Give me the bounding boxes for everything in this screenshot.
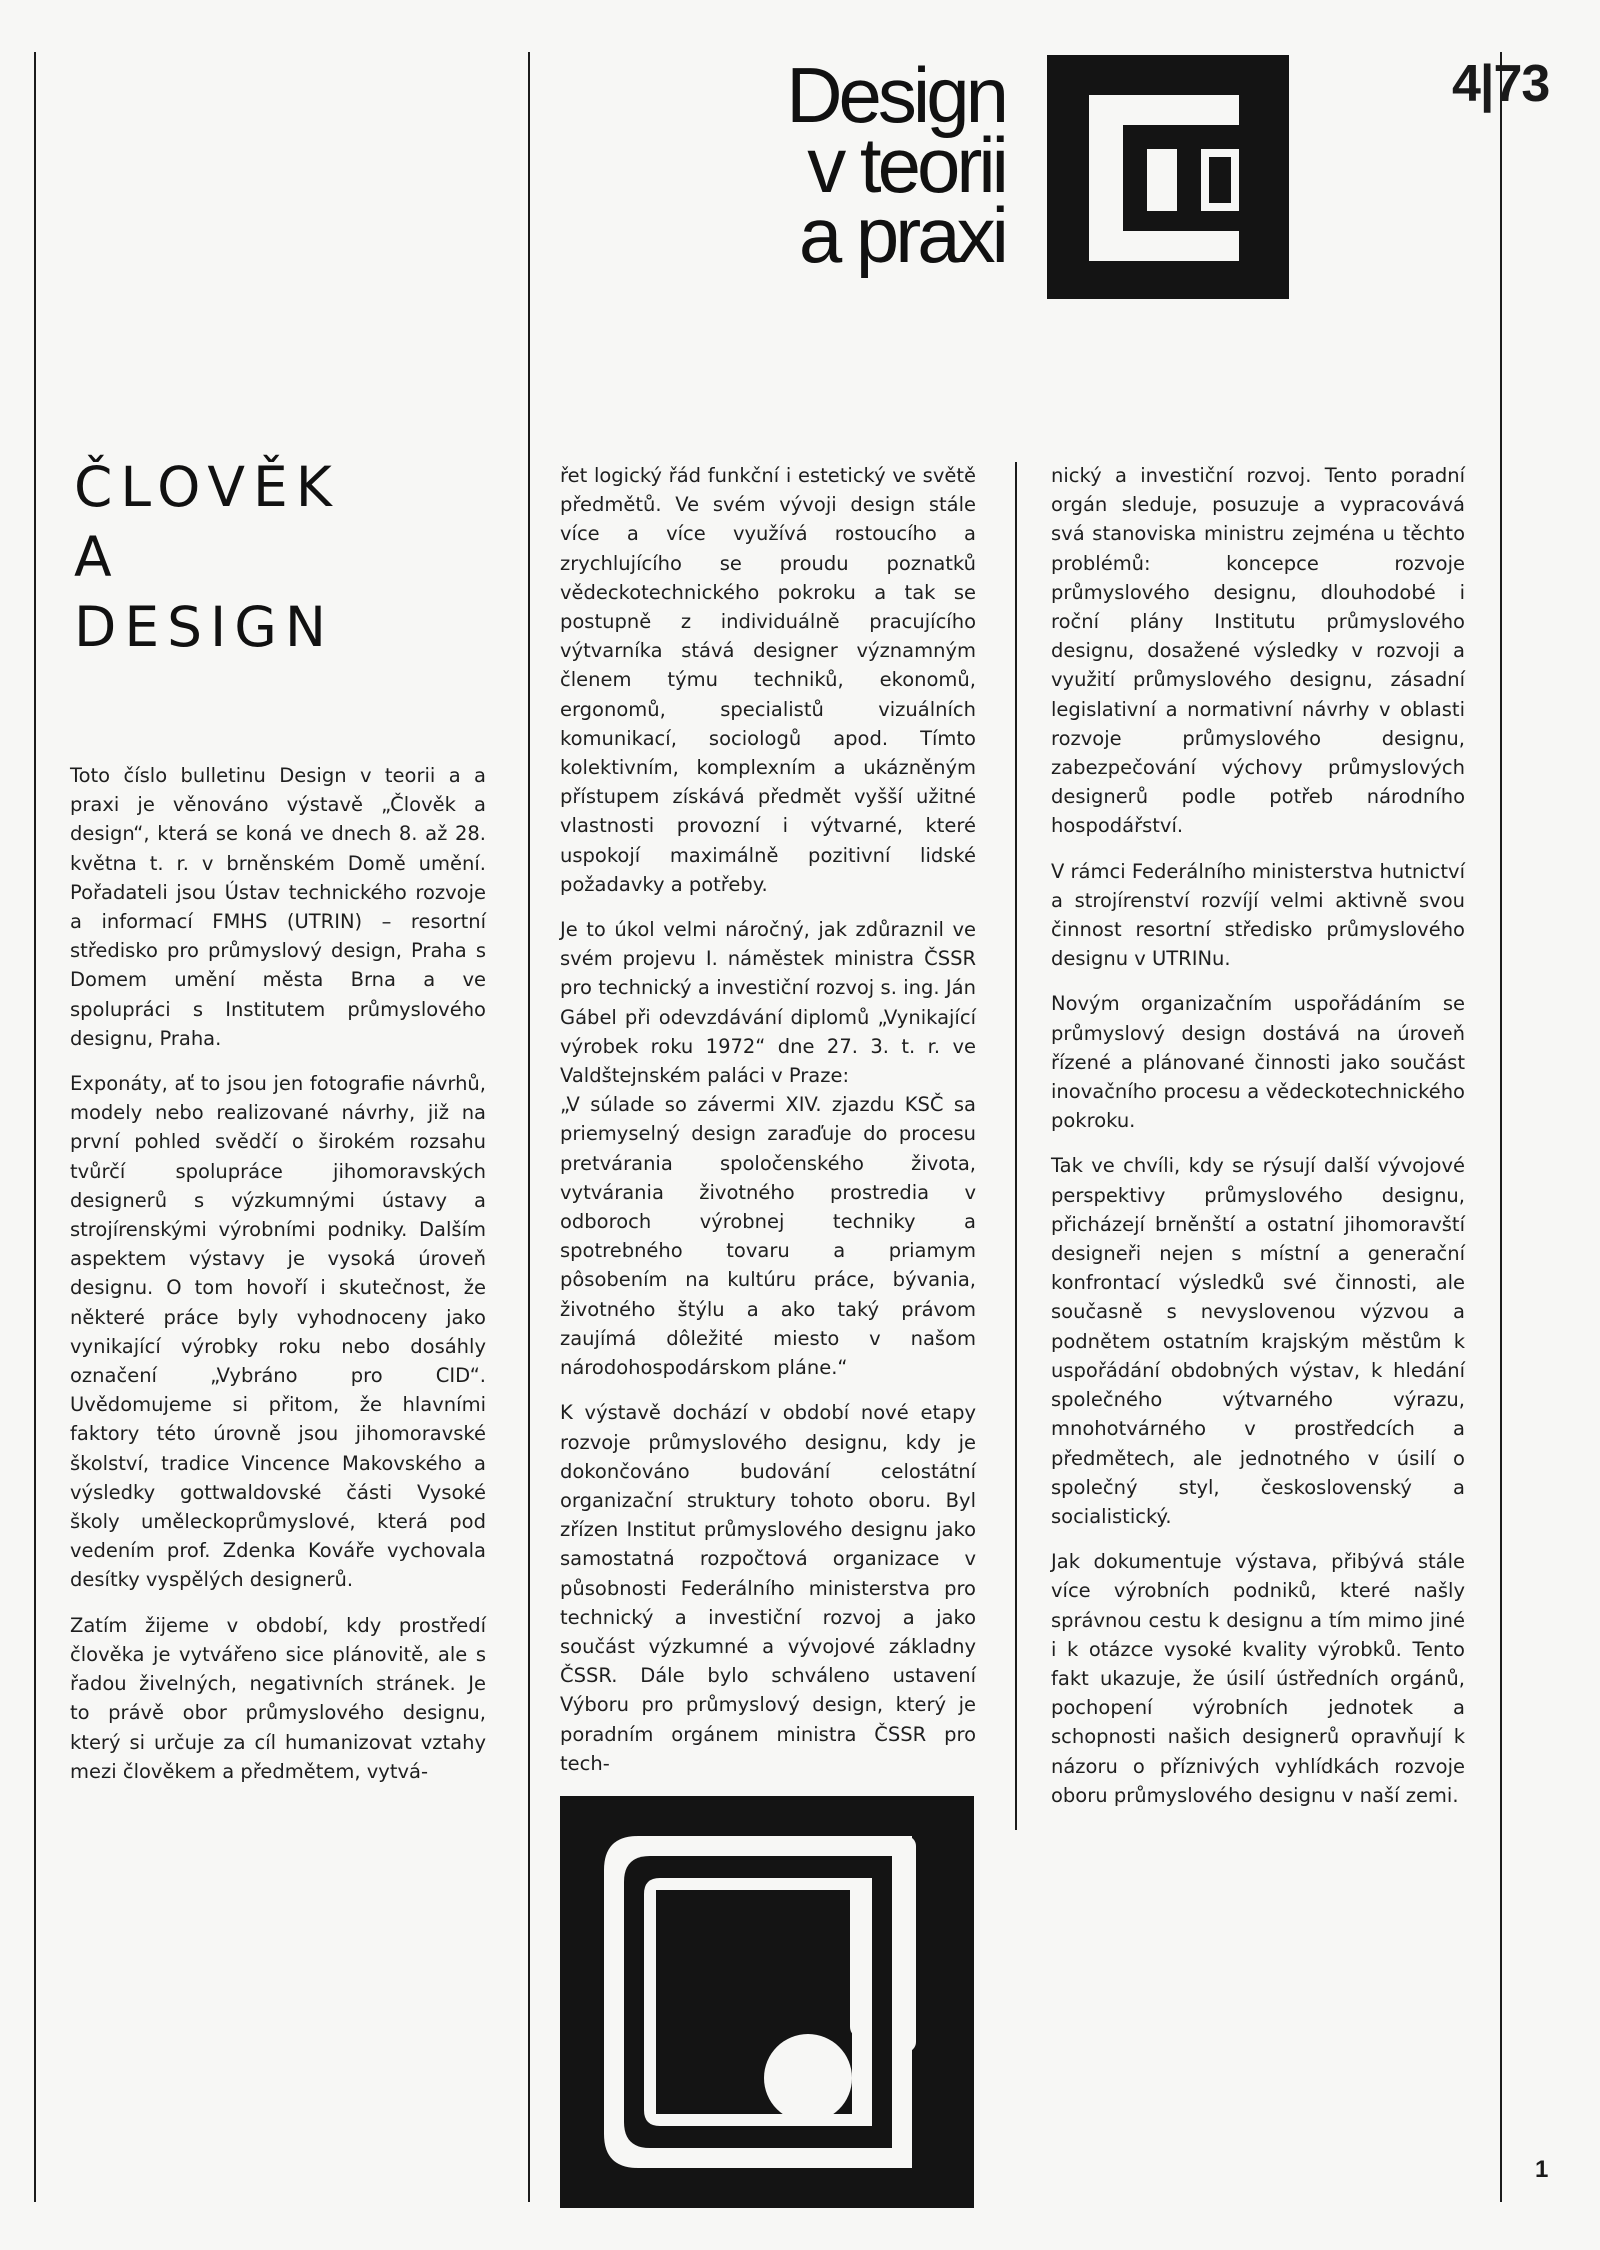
headline-line-2: A (74, 525, 120, 589)
cid-logo-top (1047, 55, 1289, 299)
article-headline (74, 452, 340, 662)
col1-paragraph-2: Exponáty, ať to jsou jen fotografie návrhů, modely nebo realizované návrhy, již na první pohled svědčí o širokém rozsahu tvůrčí spolupráce jihomoravských designerů s výzkumnými ústavy a strojírenskými výrobními podniky. Dalším aspektem výstavy je vysoká úroveň designu. O tom hovoří i skutečnost, že některé práce byly vyhodnoceny jako vynikající výrobky roku nebo dosáhly označení „Vybráno pro CID“. Uvědomujeme si přitom, že hlavními faktory této úrovně jsou jihomoravské školství, tradice Vincence Makovského a výsledky gottwaldovské části Vysoké školy uměleckoprůmyslové, která pod vedením prof. Zdenka Kováře vychovala desítky vyspělých designerů. (70, 1072, 486, 1592)
col3-paragraph-5: Jak dokumentuje výstava, přibývá stále více výrobních podniků, které našly správnou cestu k designu a tím mimo jiné i k otázce vysoké kvality výrobků. Tento fakt ukazuje, že úsilí ústředních orgánů, pochopení výrobních jednotek a schopnosti našich designerů opravňují k názoru o příznivých vyhlídkách rozvoje oboru průmyslového designu v naší zemi. (1051, 1550, 1465, 1807)
col3-paragraph-4: Tak ve chvíli, kdy se rýsují další vývojové perspektivy průmyslového designu, přicházejí brněnští a ostatní jihomoravští designeři nejen s místní a generační konfrontací výsledků své činnosti, ale současně s nevyslovenou výzvou a podnětem ostatním krajským městům k uspořádání obdobných výstav, k hledání společného výtvarného výrazu, mnohotvárného v prostředcích a předmětech, ale jednotného v úsilí o společný styl, československý a socialistický. (1051, 1154, 1465, 1528)
col3-paragraph-3: Novým organizačním uspořádáním se průmyslový design dostává na úroveň řízené a plánované činnosti jako součást inovačního procesu a vědeckotechnického pokroku. (1051, 992, 1465, 1133)
masthead-line-1: Design (786, 51, 1005, 139)
masthead-line-2: v teorii (807, 121, 1005, 209)
issue-number: 4|73 (1452, 55, 1550, 113)
page-number: 1 (1535, 2156, 1549, 2183)
column-divider-2 (1015, 462, 1017, 1830)
article-column-3 (1051, 461, 1465, 1826)
col3-paragraph-1: nický a investiční rozvoj. Tento poradní orgán sleduje, posuzuje a vypracovává svá stanoviska ministru zejména u těchto problémů: koncepce rozvoje průmyslového designu, dlouhodobé i roční plány Institutu průmyslového designu, dosažené výsledky v rozvoji a využití průmyslového designu, zásadní legislativní a normativní návrhy v oblasti rozvoje průmyslového designu, zabezpečování výchovy průmyslových designerů podle potřeb národního hospodářství. (1051, 464, 1465, 838)
article-column-2 (560, 461, 976, 1794)
col2-paragraph-1: řet logický řád funkční i estetický ve světě předmětů. Ve svém vývoji design stále více a více využívá rostoucího a zrychlujícího se proudu poznatků vědeckotechnického pokroku a tak se postupně z individuálně pracujícího výtvarníka stává designer významným členem týmu techniků, ekonomů, ergonomů, specialistů vizuálních komunikací, sociologů apod. Tímto kolektivním, komplexním a ukázněným přístupem získává předmět vyšší užitné vlastnosti provozní i výtvarné, které uspokojí maximálně pozitivní lidské požadavky a potřeby. (560, 464, 976, 896)
masthead-line-3: a praxi (798, 191, 1005, 279)
right-margin-rule (1500, 52, 1502, 2202)
left-margin-rule (34, 52, 36, 2202)
col1-paragraph-3: Zatím žijeme v období, kdy prostředí člověka je vytvářeno sice plánovitě, ale s řadou živelných, negativních stránek. Je to právě obor průmyslového designu, který si určuje za cíl humanizovat vztahy mezi člověkem a předmětem, vytvá- (70, 1613, 486, 1783)
article-column-1 (70, 761, 486, 1802)
headline-line-1: ČLOVĚK (74, 455, 340, 519)
col2-paragraph-2: Je to úkol velmi náročný, jak zdůraznil ve svém projevu I. náměstek ministra ČSSR pro technický a investiční rozvoj s. ing. Ján Gábel při odevzdávání diplomů „Vynikající výrobek roku 1972“ dne 27. 3. t. r. ve Valdštejnském paláci v Praze: (560, 918, 976, 1088)
col2-quote: „V súlade so závermi XIV. zjazdu KSČ sa priemyselný design zaraďuje do procesu pretvárania spoločenského života, vytvárania životného prostredia v odboroch výrobnej techniky a spotrebného tovaru a priamym pôsobením na kultúru práce, bývania, životného štýlu a ako taký právom zaujímá dôležité miesto v našom národohospodárskom pláne.“ (560, 1093, 976, 1380)
column-divider-1 (528, 52, 530, 2202)
masthead-title (700, 51, 1005, 279)
headline-line-3: DESIGN (74, 595, 334, 659)
col3-paragraph-2: V rámci Federálního ministerstva hutnictví a strojírenství rozvíjí velmi aktivně svou činnost resortní středisko průmyslového designu v UTRINu. (1051, 859, 1465, 971)
col1-paragraph-1: Toto číslo bulletinu Design v teorii a a praxi je věnováno výstavě „Člověk a design“, která se koná ve dnech 8. až 28. května t. r. v brněnském Domě umění. Pořadateli jsou Ústav technického rozvoje a informací FMHS (UTRIN) – resortní středisko pro průmyslový design, Praha s Domem umění města Brna a ve spolupráci s Institutem průmyslového designu, Praha. (70, 764, 486, 1050)
col2-paragraph-4: K výstavě dochází v období nové etapy rozvoje průmyslového designu, kdy je dokončováno budování celostátní organizační struktury tohoto oboru. Byl zřízen Institut průmyslového designu jako samostatná rozpočtová organizace v působnosti Federálního ministerstva pro technický a investiční rozvoj a jako součást výzkumné a vývojové základny ČSSR. Dále bylo schváleno ustavení Výboru pro průmyslový design, který je poradním orgánem ministra ČSSR pro tech- (560, 1401, 976, 1775)
cid-logo-bottom (560, 1796, 974, 2208)
